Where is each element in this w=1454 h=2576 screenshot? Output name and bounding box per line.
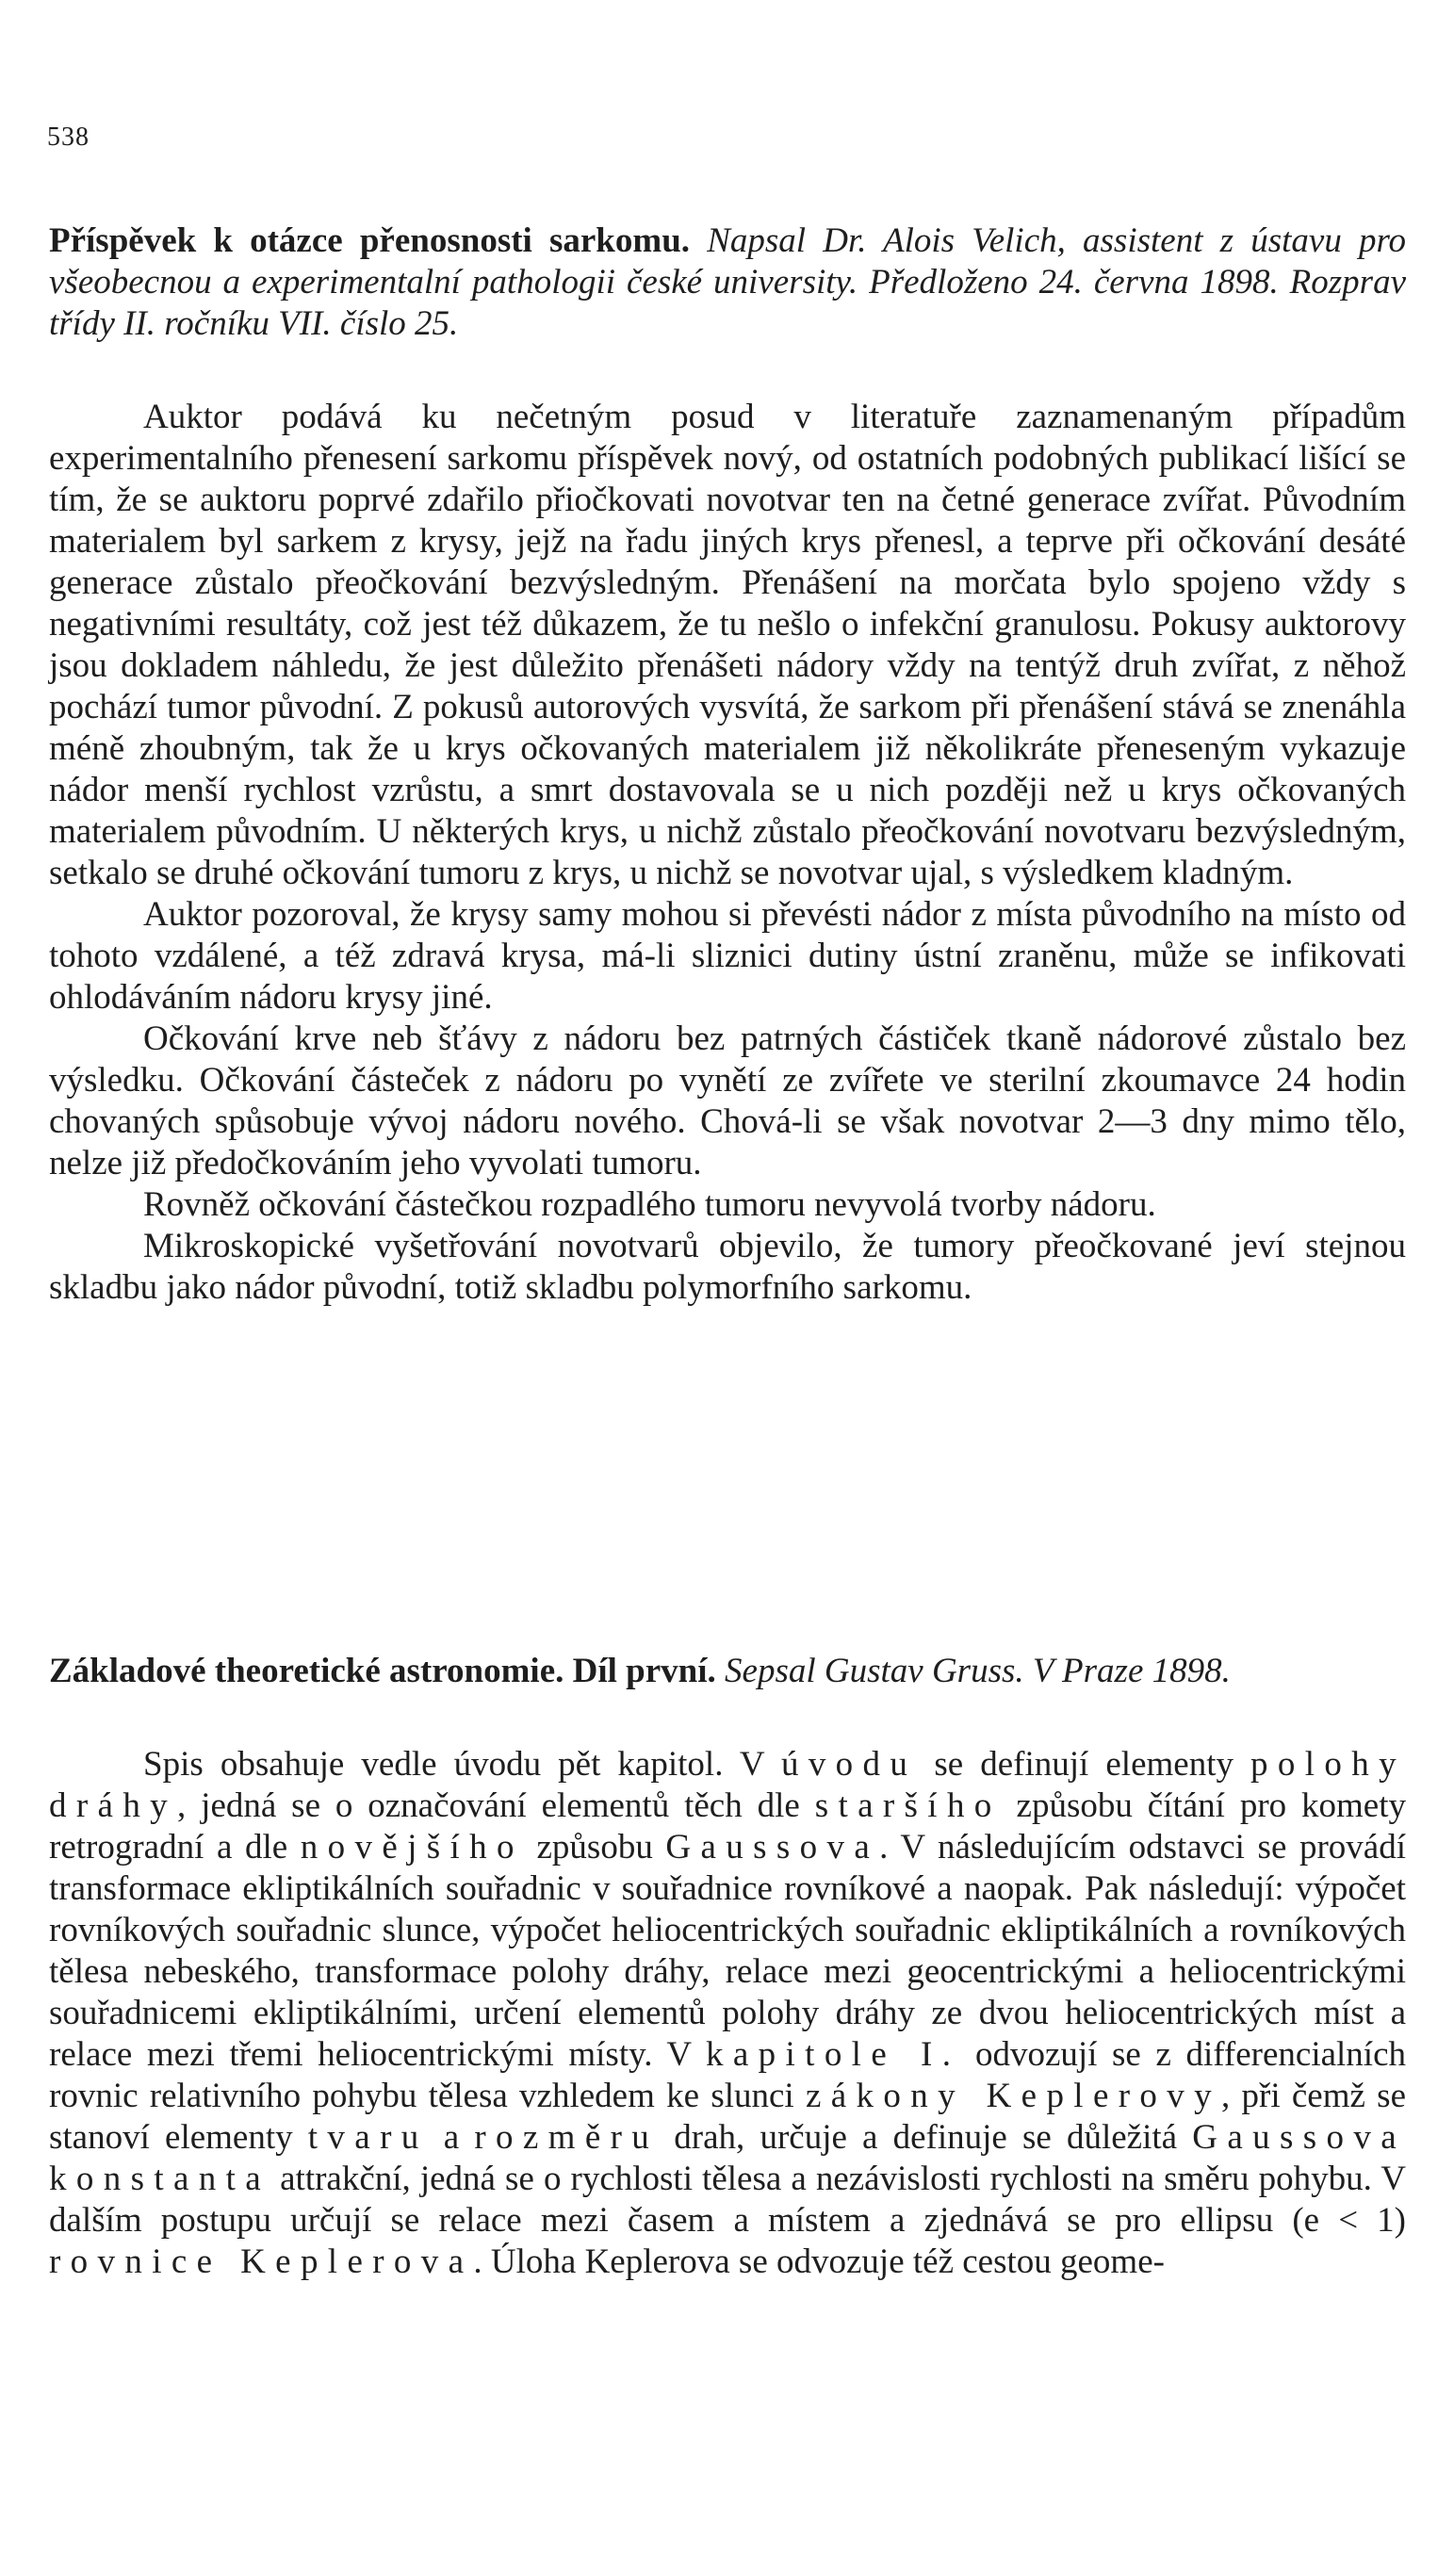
spaced-term: úvodu [780,1745,918,1784]
spaced-term: kapitole I. [706,2035,961,2074]
text-run: , jedná se o označování elementů těch dle [177,1786,815,1825]
text-run: způsobu [523,1828,666,1867]
text-run: . V následujícím odstavci se provádí transformace ekliptikálních souřadnic v souřadnice rovníkové a naopak. Pak následují: výpočet rovníkových souřadnic slunce, výpočet heliocentrických souřadnic ekliptikálních a rovníkových tělesa nebeského, transformace polohy dráhy, relace mezi geocentrickými a heliocentrickými souřadnicemi ekliptikálními, určení elementů polohy dráhy ze dvou heliocentrických míst a relace mezi třemi heliocentrickými místy. V [49,1828,1406,2074]
text-run: odvozují se z differencialních rovnic relativního pohybu tělesa vzhledem ke slunci [49,2035,1407,2115]
text-run: drah, určuje a definuje se důležitá [659,2118,1193,2157]
spaced-term: Gaussova [665,1828,880,1867]
text-run: , při čemž se stanoví elementy [49,2077,1406,2157]
text-run: a [428,2118,475,2157]
section-title: Příspěvek k otázce přenosnosti sarkomu. [49,221,691,260]
spaced-term: rozměru [474,2118,660,2157]
paragraph: Rovněž očkování částečkou rozpadlého tumoru nevyvolá tvorby nádoru. [143,1185,1156,1224]
section-heading [49,220,1406,345]
section-heading [49,1651,1406,1692]
section-byline: Sepsal Gustav Gruss. V Praze 1898. [725,1652,1231,1690]
paragraph: Auktor podává ku nečetným posud v literatuře zaznamenaným případům experimentalního přenesení sarkomu příspěvek nový, od ostatních podobných publikací lišící se tím, že se auktoru poprvé zdařilo přiočkovati novotvar ten na četné generace zvířat. Původním materialem byl sarkem z krysy, jejž na řadu jiných krys přenesl, a teprve při očkování desáté generace zůstalo přeočkování bezvýsledným. Přenášení na morčata bylo spojeno vždy s negativními resultáty, což jest též důkazem, že tu nešlo o infekční granulosu. Pokusy auktorovy jsou dokladem náhledu, že jest důležito přenášeti nádory vždy na tentýž druh zvířat, z něhož pochází tumor původní. Z pokusů autorových vysvítá, že sarkom při přenášení stává se znenáhla méně zhoubným, tak že u krys očkovaných materialem již několikráte přeneseným vykazuje nádor menší rychlost vzrůstu, a smrt dostavovala se u nich později než u krys očkovaných materialem původním. U některých krys, u nichž zůstalo přeočkování novotvaru bezvýsledným, setkalo se druhé očkování tumoru z krys, u nichž se novotvar ujal, s výsledkem kladným. [49,398,1406,892]
spaced-term: polohy dráhy [49,1745,1406,1825]
text-run: attrakční, jedná se o rychlosti tělesa a nezávislosti rychlosti na směru pohybu. V dalším postupu určují se relace mezi časem a místem a zjednává se pro ellipsu (e < 1) [49,2160,1406,2240]
spaced-term: staršího [814,1786,1002,1825]
spaced-term: rovnice Keplerova [49,2242,474,2281]
paragraph: Mikroskopické vyšetřování novotvarů objevilo, že tumory přeočkované jeví stejnou skladbu jako nádor původní, totiž skladbu polymorfního sarkomu. [49,1227,1406,1307]
spaced-term: novějšího [300,1828,524,1867]
section-sarcoma [49,220,1406,1309]
text-run: . Úloha Keplerova se odvozuje též cestou geome- [473,2242,1165,2281]
text-run: se definují elementy [917,1745,1251,1784]
text-run: Spis obsahuje vedle úvodu pět kapitol. V [143,1745,781,1784]
spaced-term: Gaussova konstanta [49,2118,1406,2198]
spaced-term: zákony Keplerovy [805,2077,1221,2115]
text-run: způsobu čítání pro komety retrogradní a dle [49,1786,1406,1867]
section-astronomy [49,1651,1406,2283]
section-byline: Napsal Dr. Alois Velich, assistent z ústavu pro všeobecnou a experimentalní pathologii české university. Předloženo 24. června 1898. Rozprav třídy II. ročníku VII. číslo 25. [49,221,1407,343]
paragraph [49,1744,1406,2283]
section-title: Základové theoretické astronomie. Díl první. [49,1652,716,1690]
paragraph: Auktor pozoroval, že krysy samy mohou si převésti nádor z místa původního na místo od tohoto vzdálené, a též zdravá krysa, má-li sliznici dutiny ústní zraněnu, může se infikovati ohlodáváním nádoru krysy jiné. [49,895,1406,1017]
page-number: 538 [47,122,90,152]
spaced-term: tvaru [307,2118,429,2157]
paragraph: Očkování krve neb šťávy z nádoru bez patrných částiček tkaně nádorové zůstalo bez výsledku. Očkování částeček z nádoru po vynětí ze zvířete ve sterilní zkoumavce 24 hodin chovaných spůsobuje vývoj nádoru nového. Chová-li se však novotvar 2—3 dny mimo tělo, nelze již předočkováním jeho vyvolati tumoru. [49,1019,1406,1182]
